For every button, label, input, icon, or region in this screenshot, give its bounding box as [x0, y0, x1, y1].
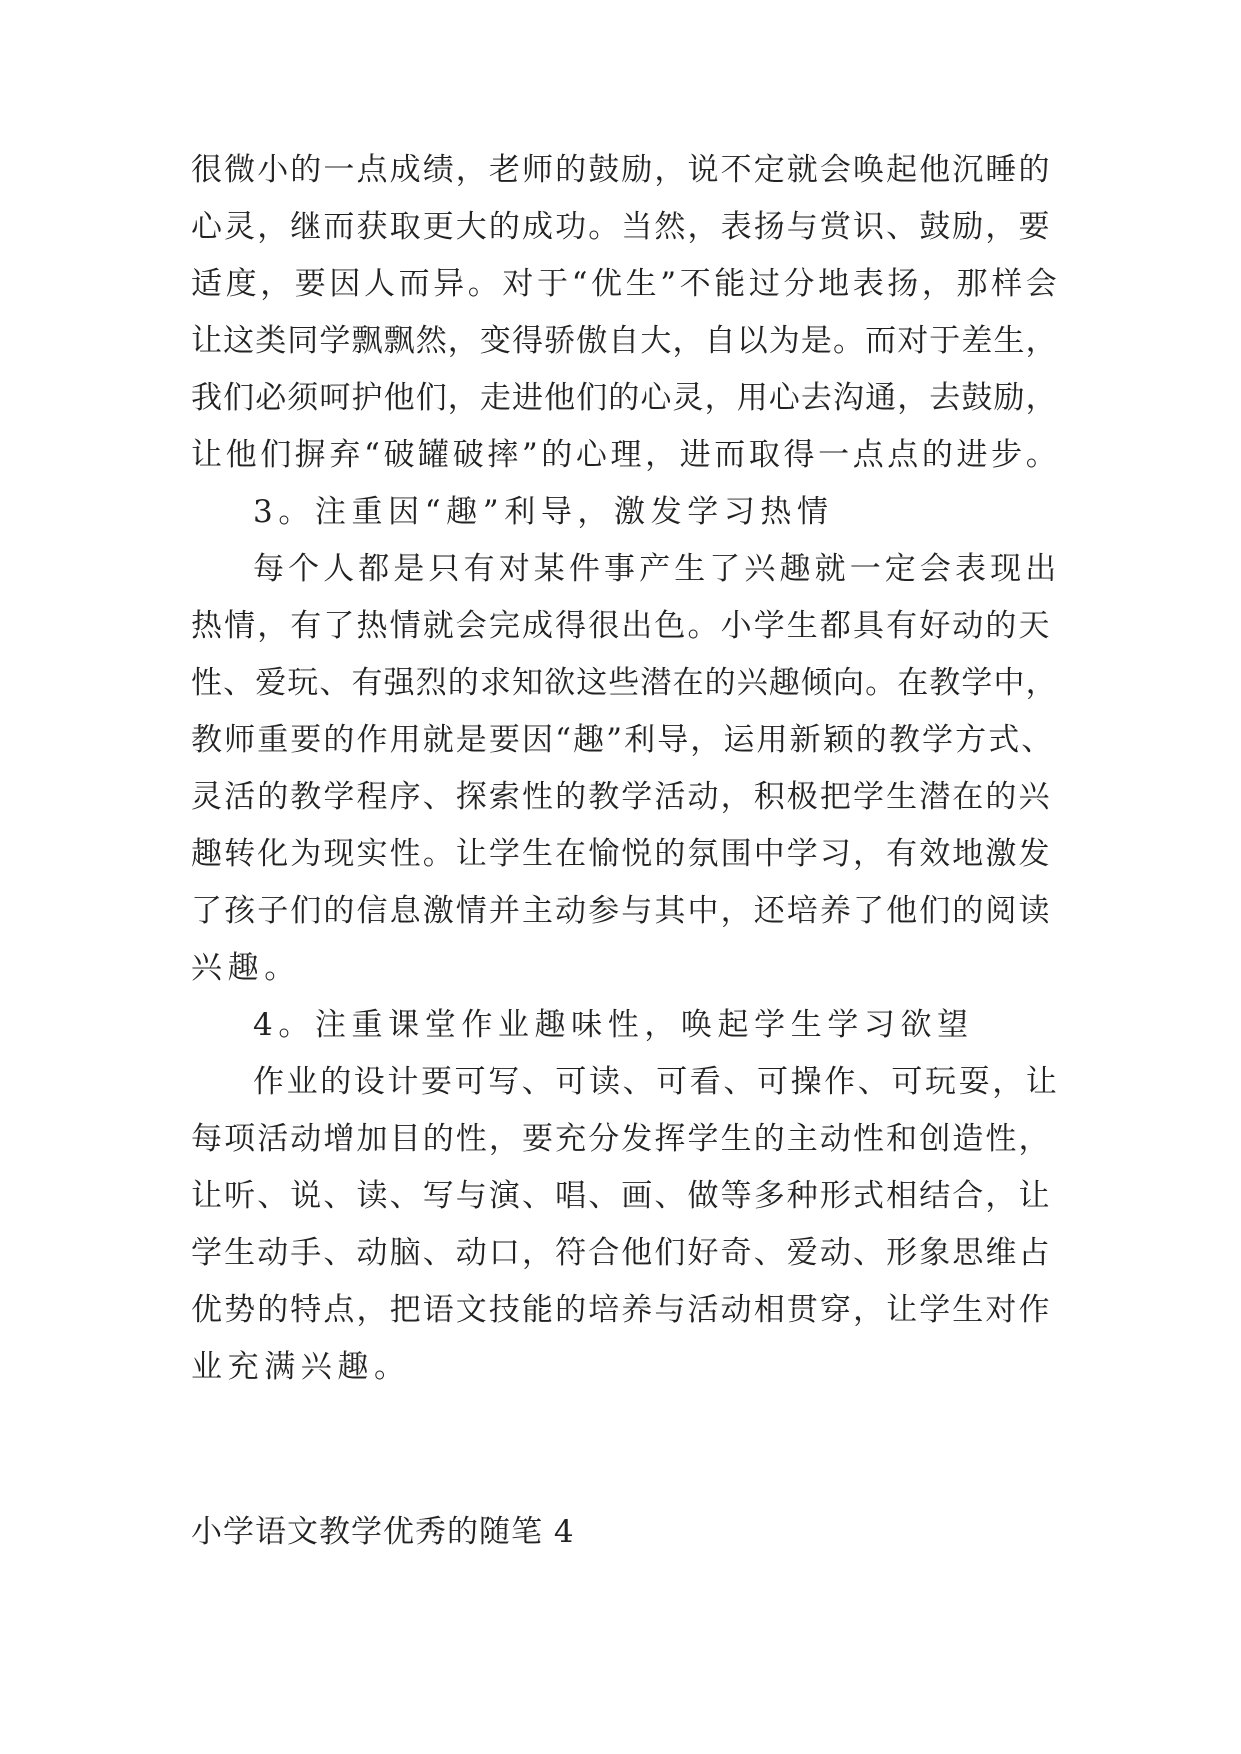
paragraph-line: 每个人都是只有对某件事产生了兴趣就一定会表现出 [253, 551, 1061, 587]
section-heading: 3。注重因“趣”利导，激发学习热情 [253, 494, 834, 530]
paragraph-line: 兴趣。 [191, 950, 301, 986]
paragraph-line: 趣转化为现实性。让学生在愉悦的氛围中学习，有效地激发 [191, 836, 1052, 872]
paragraph-line: 了孩子们的信息激情并主动参与其中，还培养了他们的阅读 [191, 893, 1052, 929]
paragraph-line: 让听、说、读、写与演、唱、画、做等多种形式相结合，让 [191, 1178, 1052, 1214]
paragraph-line: 作业的设计要可写、可读、可看、可操作、可玩耍，让 [253, 1064, 1060, 1100]
paragraph-line: 很微小的一点成绩，老师的鼓励，说不定就会唤起他沉睡的 [191, 152, 1052, 188]
paragraph-line: 学生动手、动脑、动口，符合他们好奇、爱动、形象思维占 [191, 1235, 1052, 1271]
paragraph-line: 我们必须呵护他们，走进他们的心灵，用心去沟通，去鼓励， [191, 380, 1058, 416]
paragraph-line: 业充满兴趣。 [191, 1349, 411, 1385]
paragraph-line: 每项活动增加目的性，要充分发挥学生的主动性和创造性， [191, 1121, 1052, 1157]
section-heading: 4。注重课堂作业趣味性，唤起学生学习欲望 [253, 1007, 974, 1043]
paragraph-line: 心灵，继而获取更大的成功。当然，表扬与赏识、鼓励，要 [191, 209, 1052, 245]
paragraph-line: 让这类同学飘飘然，变得骄傲自大，自以为是。而对于差生， [191, 323, 1058, 359]
paragraph-line: 灵活的教学程序、探索性的教学活动，积极把学生潜在的兴 [191, 779, 1052, 815]
paragraph-line: 适度，要因人而异。对于“优生”不能过分地表扬，那样会 [191, 266, 1061, 302]
section-title: 小学语文教学优秀的随笔 4 [191, 1514, 575, 1550]
paragraph-line: 让他们摒弃“破罐破摔”的心理，进而取得一点点的进步。 [191, 437, 1061, 473]
paragraph-line: 性、爱玩、有强烈的求知欲这些潜在的兴趣倾向。在教学中， [191, 665, 1058, 701]
paragraph-line: 教师重要的作用就是要因“趣”利导，运用新颖的教学方式、 [191, 722, 1055, 758]
paragraph-line: 优势的特点，把语文技能的培养与活动相贯穿，让学生对作 [191, 1292, 1052, 1328]
paragraph-line: 热情，有了热情就会完成得很出色。小学生都具有好动的天 [191, 608, 1052, 644]
